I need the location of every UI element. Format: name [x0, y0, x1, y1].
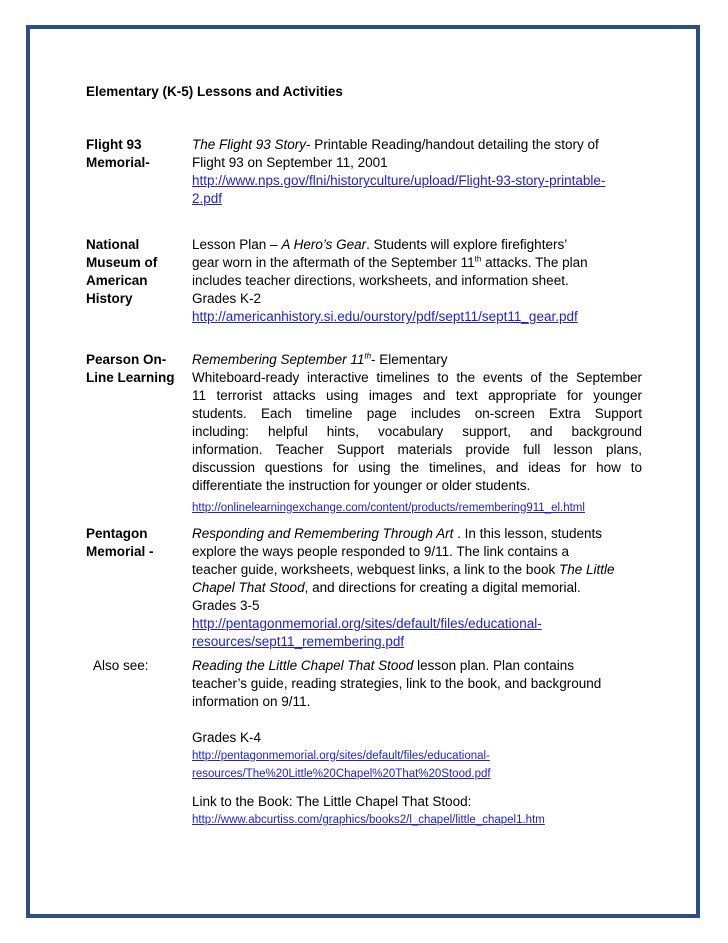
resource-link[interactable]: http://onlinelearningexchange.com/content/products/remembering911_el.html — [192, 502, 585, 514]
desc-text: gear worn in the aftermath of the September 11 — [192, 255, 475, 270]
resource-link[interactable]: http://pentagonmemorial.org/sites/default/files/educational- — [192, 616, 542, 631]
entry-desc-flight93 — [192, 136, 642, 208]
entry-label-also-see — [93, 657, 193, 675]
resource-link[interactable]: resources/The%20Little%20Chapel%20That%20Stood.pdf — [192, 768, 491, 780]
resource-title: Reading the Little Chapel That Stood — [192, 658, 414, 673]
desc-line — [192, 579, 642, 597]
desc-line — [192, 136, 642, 154]
label-line: Pearson On- — [86, 352, 167, 367]
spacer — [192, 783, 642, 793]
desc-line: information on 9/11. — [192, 694, 311, 709]
book-title: The Little — [558, 562, 615, 577]
desc-line: 11 terrorist attacks using images and text appropriate for younger — [192, 388, 642, 403]
resource-link[interactable]: http://www.nps.gov/flni/historyculture/upload/Flight-93-story-printable- — [192, 173, 606, 188]
grade-level: Grades 3-5 — [192, 598, 260, 613]
desc-text: . Students will explore firefighters’ — [366, 237, 568, 252]
label-line: Line Learning — [86, 370, 175, 385]
desc-line: students. Each timeline page includes on-screen Extra Support — [192, 406, 642, 421]
book-link[interactable]: http://www.abcurtiss.com/graphics/books2/l_chapel/little_chapel1.htm — [192, 814, 545, 826]
label-line: Pentagon — [86, 526, 148, 541]
resource-link[interactable]: resources/sept11_remembering.pdf — [192, 634, 405, 649]
label-line: Flight 93 — [86, 137, 142, 152]
resource-title: A Hero’s Gear — [281, 237, 367, 252]
desc-line: differentiate the instruction for younger or older students. — [192, 478, 531, 493]
grade-level: Grades K-2 — [192, 291, 262, 306]
resource-link[interactable]: 2.pdf — [192, 191, 223, 206]
label-line: American — [86, 273, 148, 288]
resource-title: Responding and Remembering Through Art — [192, 526, 454, 541]
desc-text: - Elementary — [371, 352, 448, 367]
desc-line — [192, 254, 642, 272]
grade-level: Grades K-4 — [192, 730, 262, 745]
label-line: Museum of — [86, 255, 158, 270]
desc-line: teacher’s guide, reading strategies, link to the book, and background — [192, 676, 602, 691]
desc-line: including: helpful hints, vocabulary support, and background — [192, 424, 642, 439]
desc-text: . In this lesson, students — [453, 526, 602, 541]
spacer — [192, 711, 642, 729]
resource-link[interactable]: http://americanhistory.si.edu/ourstory/pdf/sept11/sept11_gear.pdf — [192, 309, 578, 324]
desc-line — [192, 351, 642, 369]
entry-label-pentagon — [86, 525, 186, 561]
desc-text: teacher guide, worksheets, webquest links, a link to the book — [192, 562, 559, 577]
desc-text: , and directions for creating a digital memorial. — [304, 580, 581, 595]
desc-line: Flight 93 on September 11, 2001 — [192, 155, 388, 170]
desc-line — [192, 657, 642, 675]
label-line: History — [86, 291, 133, 306]
desc-line — [192, 236, 642, 254]
desc-line: Whiteboard-ready interactive timelines to the events of the September — [192, 370, 642, 385]
desc-text: lesson plan. Plan contains — [413, 658, 575, 673]
desc-line — [192, 561, 642, 579]
resource-title: The Flight 93 Story — [192, 137, 307, 152]
desc-line: explore the ways people responded to 9/11. The link contains a — [192, 544, 569, 559]
entry-label-pearson — [86, 351, 186, 387]
label-line: Memorial - — [86, 544, 154, 559]
desc-text: attacks. The plan — [481, 255, 588, 270]
entry-label-nmah — [86, 236, 186, 308]
superscript: th — [364, 351, 372, 361]
page-heading: Elementary (K-5) Lessons and Activities — [86, 84, 343, 99]
entry-desc-nmah — [192, 236, 642, 326]
label-line: Also see: — [93, 658, 149, 673]
book-link-label: Link to the Book: The Little Chapel That Stood: — [192, 794, 472, 809]
entry-desc-pentagon — [192, 525, 642, 651]
entry-desc-pearson — [192, 351, 642, 517]
label-line: Memorial- — [86, 155, 150, 170]
label-line: National — [86, 237, 140, 252]
superscript: th — [474, 254, 482, 264]
resource-title: Remembering September 11 — [192, 352, 365, 367]
desc-line: includes teacher directions, worksheets, and information sheet. — [192, 273, 569, 288]
entry-label-flight93 — [86, 136, 186, 172]
entry-desc-also-see — [192, 657, 642, 829]
book-title: Chapel That Stood — [192, 580, 305, 595]
resource-link[interactable]: http://pentagonmemorial.org/sites/default/files/educational- — [192, 750, 490, 762]
desc-line: information. Teacher Support materials provide full lesson plans, — [192, 442, 642, 457]
desc-line: discussion questions for using the timelines, and ideas for how to — [192, 460, 642, 475]
desc-text: - Printable Reading/handout detailing the story of — [306, 137, 599, 152]
desc-line — [192, 525, 642, 543]
desc-text: Lesson Plan – — [192, 237, 282, 252]
